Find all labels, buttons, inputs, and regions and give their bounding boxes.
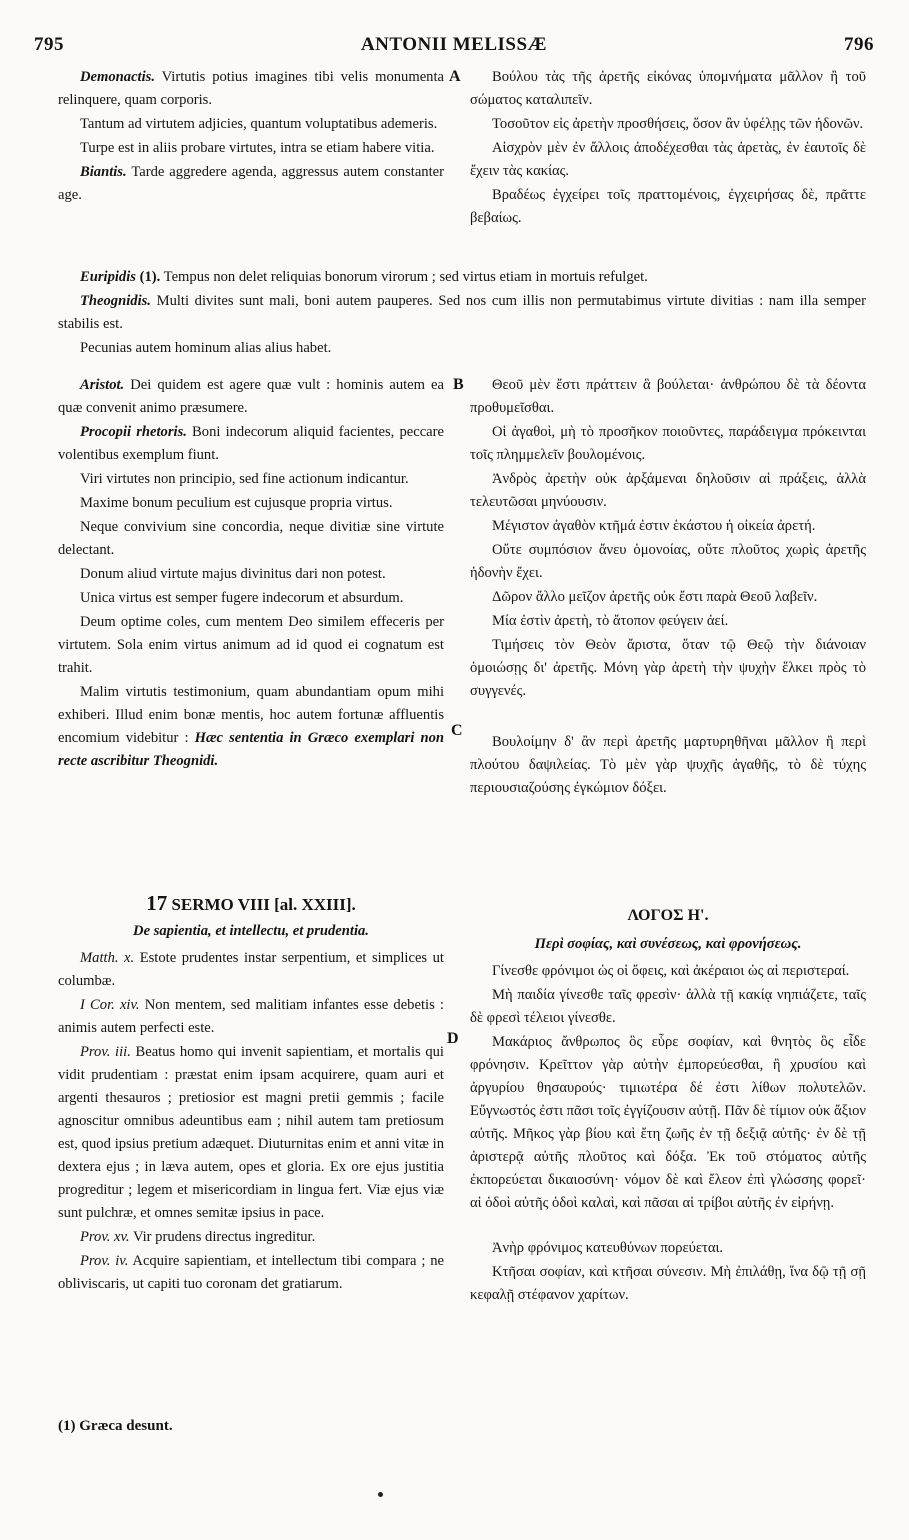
page-number-left: 795 [34, 34, 64, 55]
greek-paragraph: Ἀνδρὸς ἀρετὴν οὐκ ἀρξάμεναι δηλοῦσιν αἱ πράξεις, ἀλλὰ τελευτῶσαι μηνύουσιν. [470, 471, 866, 510]
greek-column-b [470, 374, 866, 801]
latin-paragraph: Maxime bonum peculium est cujusque propria virtus. [80, 495, 393, 511]
latin-paragraph: Procopii rhetoris. Boni indecorum aliquid facientes, peccare volentibus exemplum fiunt. [58, 424, 444, 463]
greek-paragraph: Θεοῦ μὲν ἔστι πράττειν ἃ βούλεται· ἀνθρώπου δὲ τὰ δέοντα προθυμεῖσθαι. [470, 377, 866, 416]
full-paragraph: Pecunias autem hominum alias alius habet. [80, 340, 332, 356]
sermo-latin-column [58, 892, 444, 1297]
greek-paragraph: Βουλοίμην δ' ἂν περὶ ἀρετῆς μαρτυρηθῆναι μᾶλλον ἢ περὶ πλούτου δαψιλείας. Τὸ μὲν γὰρ ψυχῆς ἀγαθῆς, τὸ δὲ τύχης περιουσιαζούσης ἐγκώμιον δόξει. [470, 734, 866, 796]
footnote: (1) Græca desunt. [58, 1418, 173, 1434]
latin-paragraph: Prov. iv. Acquire sapientiam, et intellectum tibi compara ; ne obliviscaris, ut capiti tuo coronam det gratiarum. [58, 1253, 445, 1292]
full-width-block [58, 266, 866, 361]
latin-paragraph: Donum aliud virtute majus divinitus dari non potest. [80, 566, 386, 582]
greek-paragraph: Τοσοῦτον εἰς ἀρετὴν προσθήσεις, ὅσον ἂν ὑφέλῃς τῶν ἡδονῶν. [492, 116, 864, 132]
greek-paragraph: Μὴ παιδία γίνεσθε ταῖς φρεσὶν· ἀλλὰ τῇ κακίᾳ νηπιάζετε, ταῖς δὲ φρεσὶ τέλειοι γίνεσθε. [470, 987, 866, 1026]
latin-paragraph: Unica virtus est semper fugere indecorum et absurdum. [80, 590, 404, 606]
latin-paragraph: Viri virtutes non principio, sed fine actionum indicantur. [80, 471, 409, 487]
greek-paragraph: Οὔτε συμπόσιον ἄνευ ὁμονοίας, οὔτε πλοῦτος χωρὶς ἀρετῆς ἡδονὴν ἔχει. [470, 542, 866, 581]
margin-letter-d: D [447, 1030, 459, 1047]
greek-paragraph: Ἀνὴρ φρόνιμος κατευθύνων πορεύεται. [492, 1240, 724, 1256]
full-paragraph: Theognidis. Multi divites sunt mali, boni autem pauperes. Sed nos cum illis non permutabimus virtute divitias : nam illa semper stabilis est. [58, 293, 866, 332]
latin-paragraph: Tantum ad virtutem adjicies, quantum voluptatibus ademeris. [80, 116, 438, 132]
latin-paragraph: I Cor. xiv. Non mentem, sed malitiam infantes esse debetis : animis autem perfecti este. [58, 997, 444, 1036]
margin-letter-b: B [453, 376, 464, 393]
sermo-greek-column [470, 896, 866, 1308]
latin-paragraph: Turpe est in aliis probare virtutes, intra se etiam habere vitia. [80, 140, 435, 156]
greek-paragraph: Κτῆσαι σοφίαν, καὶ κτῆσαι σύνεσιν. Μὴ ἐπιλάθῃ, ἵνα δῷ τῇ σῇ κεφαλῇ στέφανον χαρίτων. [470, 1264, 866, 1303]
page-number-right: 796 [844, 34, 874, 55]
greek-paragraph: Βραδέως ἐγχείρει τοῖς πραττομένοις, ἐγχειρήσας δὲ, πρᾶττε βεβαίως. [470, 187, 866, 226]
latin-paragraph: Matth. x. Estote prudentes instar serpentium, et simplices ut columbæ. [58, 950, 444, 989]
greek-sermo-subtitle: Περὶ σοφίας, καὶ συνέσεως, καὶ φρονήσεως. [534, 936, 802, 952]
full-paragraph: Euripidis (1). Tempus non delet reliquias bonorum virorum ; sed virtus etiam in mortuis refulget. [80, 269, 648, 285]
greek-sermo-title: ΛΟΓΟΣ Η'. [627, 907, 709, 924]
sermo-title: 17 SERMO VIII [al. XXIII]. [146, 891, 356, 915]
margin-letter-c: C [451, 722, 463, 739]
latin-paragraph: Deum optime coles, cum mentem Deo similem effeceris per virtutem. Sola enim virtus animum ad id quod ei cognatum est trahit. [58, 614, 444, 676]
greek-paragraph: Μακάριος ἄνθρωπος ὃς εὗρε σοφίαν, καὶ θνητὸς ὃς εἶδε φρόνησιν. Κρεῖττον γὰρ αὐτὴν ἐμπορεύεσθαι, ἢ χρυσίου καὶ ἀργυρίου θησαυρούς· τιμιωτέρα δέ ἐστι λίθων πολυτελῶν. Εὔγνωστός ἐστι πᾶσι τοῖς ἐγγίζουσιν αὐτῇ. Πᾶν δὲ τίμιον οὐκ ἄξιον αὐτῆς. Μῆκος γὰρ βίου καὶ ἔτη ζωῆς ἐν τῇ δεξιᾷ αὐτῆς· ἐν δὲ τῇ ἀριστερᾷ αὐτῆς πλοῦτος καὶ δόξα. Ἐκ τοῦ στόματος αὐτῆς ἐκπορεύεται δικαιοσύνη· νόμον δὲ καὶ ἔλεον ἐπὶ γλώσσης φορεῖ· αἱ ὁδοὶ αὐτῆς ὁδοὶ καλαὶ, καὶ πᾶσαι αἱ τρίβοι αὐτῆς ἐν εἰρήνῃ. [470, 1034, 867, 1211]
greek-paragraph: Οἱ ἀγαθοὶ, μὴ τὸ προσῆκον ποιοῦντες, παράδειγμα πρόκεινται τοῖς πλημμελεῖν βουλομένοις. [470, 424, 866, 463]
latin-paragraph: Biantis. Tarde aggredere agenda, aggressus autem constanter age. [58, 164, 444, 203]
greek-paragraph: Γίνεσθε φρόνιμοι ὡς οἱ ὄφεις, καὶ ἀκέραιοι ὡς αἱ περιστεραί. [492, 963, 850, 979]
latin-paragraph: Prov. xv. Vir prudens directus ingreditur. [80, 1229, 316, 1245]
latin-paragraph: Aristot. Dei quidem est agere quæ vult : hominis autem ea quæ convenit animo præsumere. [58, 377, 444, 416]
greek-paragraph: Βούλου τὰς τῆς ἀρετῆς εἰκόνας ὑπομνήματα μᾶλλον ἢ τοῦ σώματος καταλιπεῖν. [470, 69, 866, 108]
latin-paragraph: Prov. iii. Beatus homo qui invenit sapientiam, et mortalis qui vidit prudentiam : præstat enim ipsam acquirere, quam auri et argenti thesauros ; pretiosior est magni pretii gemmis ; facile agnoscitur omnibus adeuntibus eam ; nihil autem tam pretiosum est, quod ipsius pretium adæquet. Diuturnitas enim et anni vitæ in dextera ejus ; in læva autem, opes et gloria. Ex ore ejus justitia progreditur ; legem et misericordiam in lingua fert. Viæ ejus viæ sunt pulchræ, et omnes semitæ ipsius in pace. [58, 1044, 444, 1221]
greek-paragraph: Μέγιστον ἀγαθὸν κτῆμά ἐστιν ἑκάστου ἡ οἰκεία ἀρετή. [492, 518, 816, 534]
page-header [34, 34, 874, 62]
latin-paragraph: Malim virtutis testimonium, quam abundantiam opum mihi exhiberi. Illud enim bonæ mentis, hoc autem fortunæ affluentis encomium videbitur : Hæc sententia in Græco exemplari non recte ascribitur Theognidi. [58, 684, 444, 769]
latin-paragraph: Demonactis. Virtutis potius imagines tibi velis monumenta relinquere, quam corporis. [58, 69, 444, 108]
running-title: ANTONII MELISSÆ [360, 34, 548, 55]
margin-letter-a: A [449, 68, 461, 85]
latin-paragraph: Neque convivium sine concordia, neque divitiæ sine virtute delectant. [58, 519, 444, 558]
sermo-subtitle: De sapientia, et intellectu, et prudentia. [133, 923, 369, 939]
latin-column-a [58, 66, 444, 208]
greek-paragraph: Μία ἐστὶν ἀρετὴ, τὸ ἄτοπον φεύγειν ἀεί. [492, 613, 729, 629]
latin-column-b [58, 374, 444, 774]
greek-paragraph: Δῶρον ἄλλο μεῖζον ἀρετῆς οὐκ ἔστι παρὰ Θεοῦ λαβεῖν. [492, 589, 818, 605]
ink-speck [378, 1492, 383, 1497]
greek-paragraph: Τιμήσεις τὸν Θεὸν ἄριστα, ὅταν τῷ Θεῷ τὴν διάνοιαν ὁμοιώσῃς δι' ἀρετῆς. Μόνη γὰρ ἀρετὴ τὴν ψυχὴν ἕλκει πρὸς τὸ συγγενές. [470, 637, 866, 699]
greek-column-a [470, 66, 866, 231]
greek-paragraph: Αἰσχρὸν μὲν ἐν ἄλλοις ἀποδέχεσθαι τὰς ἀρετὰς, ἐν ἑαυτοῖς δὲ ἔχειν τὰς κακίας. [470, 140, 866, 179]
